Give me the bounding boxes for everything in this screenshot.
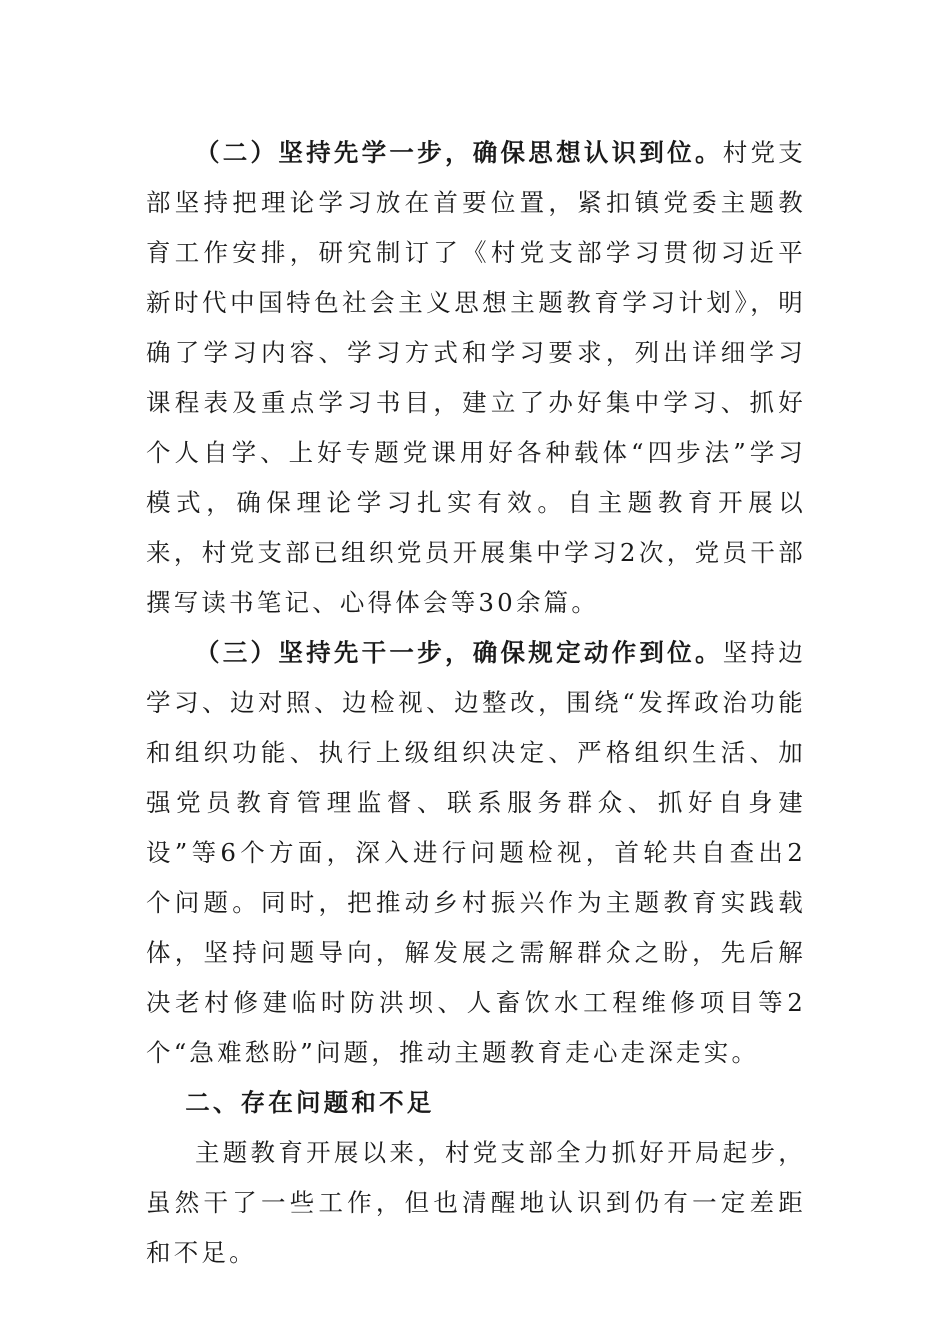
paragraph-act-first <box>146 628 806 1078</box>
paragraph-study-first <box>146 128 806 628</box>
paragraph-closing: 主题教育开展以来，村党支部全力抓好开局起步，虽然干了一些工作，但也清醒地认识到仍有一定差距和不足。 <box>146 1138 806 1267</box>
paragraph-lead-study-first: （二）坚持先学一步，确保思想认识到位。 <box>195 138 723 167</box>
paragraph-lead-act-first: （三）坚持先干一步，确保规定动作到位。 <box>195 638 723 667</box>
paragraph-text-act-first: 坚持边学习、边对照、边检视、边整改，围绕“发挥政治功能和组织功能、执行上级组织决定、严格组织生活、加强党员教育管理监督、联系服务群众、抓好自身建设”等6个方面，深入进行问题检视，首轮共自查出2个问题。同时，把推动乡村振兴作为主题教育实践载体，坚持问题导向，解发展之需解群众之盼，先后解决老村修建临时防洪坝、人畜饮水工程维修项目等2个“急难愁盼”问题，推动主题教育走心走深走实。 <box>146 638 806 1067</box>
paragraph-text-study-first: 村党支部坚持把理论学习放在首要位置，紧扣镇党委主题教育工作安排，研究制订了《村党支部学习贯彻习近平新时代中国特色社会主义思想主题教育学习计划》，明确了学习内容、学习方式和学习要求，列出详细学习课程表及重点学习书目，建立了办好集中学习、抓好个人自学、上好专题党课用好各种载体“四步法”学习模式，确保理论学习扎实有效。自主题教育开展以来，村党支部已组织党员开展集中学习2次，党员干部撰写读书笔记、心得体会等30余篇。 <box>146 138 806 617</box>
document-body <box>146 128 806 1278</box>
section-heading-problems: 二、存在问题和不足 <box>185 1088 435 1117</box>
